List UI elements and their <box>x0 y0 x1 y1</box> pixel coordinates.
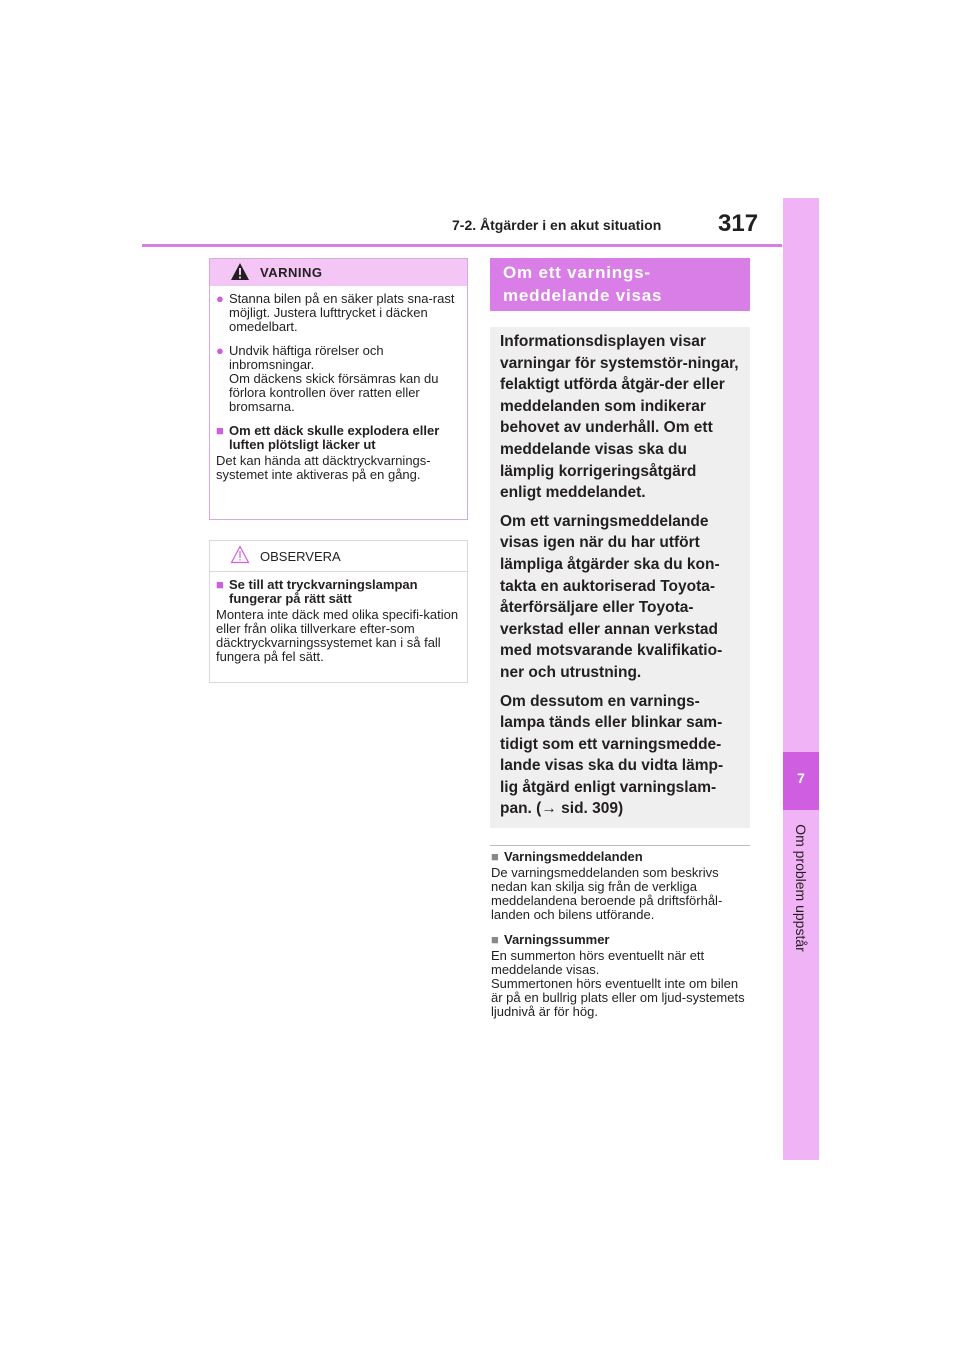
warning-bullet-text: Undvik häftiga rörelser och inbromsningar. Om däckens skick försämras kan du förlora kontrollen över ratten eller bromsarna. <box>229 343 439 414</box>
page-number: 317 <box>718 210 759 237</box>
warning-box <box>209 258 468 520</box>
notice-subheading-text: Se till att tryckvarningslampan fungerar på rätt sätt <box>229 577 418 606</box>
square-bullet-icon: ■ <box>216 423 224 438</box>
section-divider <box>490 845 750 846</box>
warning-text: Det kan hända att däcktryckvarnings-systemet inte aktiveras på en gång. <box>216 453 431 482</box>
chapter-side-tab <box>783 198 819 1160</box>
subsection-text: De varningsmeddelanden som beskrivs nedan kan skilja sig från de verkliga meddelandena beroende på driftsförhål-landen och bilens utförande. <box>491 865 723 922</box>
warning-bullet <box>216 344 461 414</box>
square-bullet-icon: ■ <box>491 932 499 947</box>
warning-bullet <box>216 292 461 334</box>
notice-box <box>209 540 468 683</box>
bullet-dot-icon: ● <box>216 343 224 358</box>
square-bullet-icon: ■ <box>216 577 224 592</box>
subsection-text: En summerton hörs eventuellt när ett meddelande visas. Summertonen hörs eventuellt inte om bilen är på en bullrig plats eller om ljud-systemets ljudnivå är för hög. <box>491 948 745 1019</box>
section-title: 7-2. Åtgärder i en akut situation <box>452 217 662 233</box>
warning-subheading <box>216 424 461 452</box>
subsection-heading-text: Varningsmeddelanden <box>504 849 643 864</box>
header-rule <box>142 244 782 247</box>
square-bullet-icon: ■ <box>491 849 499 864</box>
caution-triangle-icon <box>230 545 250 564</box>
notice-text: Montera inte däck med olika specifi-kation eller från olika tillverkare efter-som däcktryckvarningssystemet kan i så fall fungera på fel sätt. <box>216 607 459 664</box>
notice-header <box>210 541 467 572</box>
section-heading-box <box>490 258 750 311</box>
bullet-dot-icon: ● <box>216 291 224 306</box>
warning-heading: VARNING <box>260 265 323 280</box>
subsection-heading <box>491 850 751 864</box>
warning-triangle-icon <box>230 262 250 281</box>
subsection-heading-text: Varningssummer <box>504 932 610 947</box>
info-box <box>490 327 750 828</box>
notice-heading: OBSERVERA <box>260 549 341 564</box>
info-paragraph: Om ett varningsmeddelande visas igen när du har utfört lämpliga åtgärder ska du kon-takta en auktoriserad Toyota-återförsäljare eller Toyota-verkstad eller annan verkstad med motsvarande kvalifikatio-ner och utrustning. <box>500 512 723 681</box>
subsections <box>491 850 751 1030</box>
info-paragraph: Om dessutom en varnings-lampa tänds eller blinkar sam-tidigt som ett varningsmedde-lande visas ska du vidta lämp-lig åtgärd enligt varningslam-pan. (→ sid. 309) <box>500 692 724 818</box>
warning-header <box>210 259 467 286</box>
section-heading-line: Om ett varnings- <box>503 263 651 282</box>
info-paragraph: Informationsdisplayen visar varningar för systemstör-ningar, felaktigt utförda åtgär-der eller meddelanden som indikerar behovet av underhåll. Om ett meddelande visas ska du lämplig korrigeringsåtgärd enligt meddelandet. <box>500 333 739 502</box>
warning-subheading-text: Om ett däck skulle explodera eller luften plötsligt läcker ut <box>229 423 440 452</box>
chapter-number-tab <box>783 752 819 810</box>
chapter-number: 7 <box>797 770 805 786</box>
notice-subheading <box>216 578 461 606</box>
chapter-label: Om problem uppstår <box>793 824 809 952</box>
subsection-heading <box>491 933 751 947</box>
warning-bullet-text: Stanna bilen på en säker plats sna-rast möjligt. Justera lufttrycket i däcken omedelbart. <box>229 291 455 334</box>
section-heading-line: meddelande visas <box>503 286 663 305</box>
